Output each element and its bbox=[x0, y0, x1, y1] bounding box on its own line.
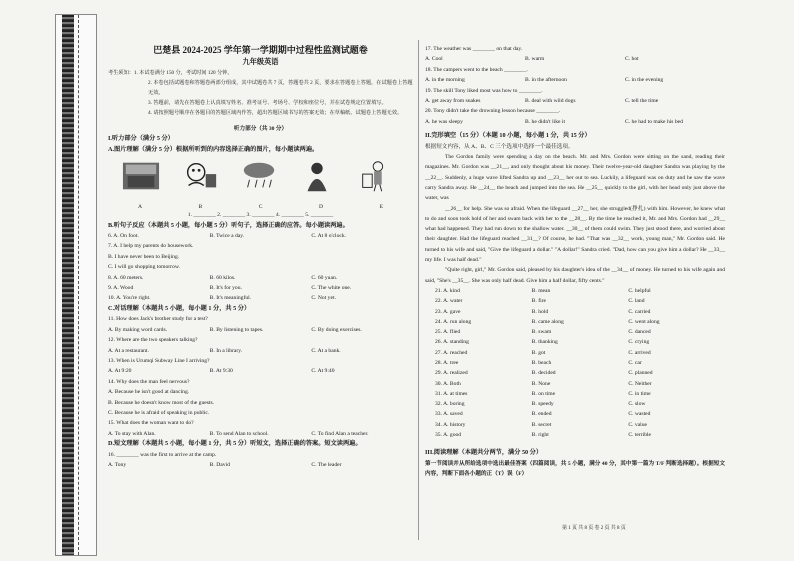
picture-d-icon bbox=[298, 158, 336, 194]
question-text: 9. A. Wood bbox=[108, 285, 134, 292]
question-text: 17. The weather was ________ on that day. bbox=[425, 46, 523, 52]
question-row bbox=[108, 450, 413, 460]
part-c-heading: C.对话理解（本题共 5 小题，每小题 1 分，共 5 分） bbox=[108, 304, 251, 312]
question-text: 18. The campers went to the beach ________. bbox=[425, 66, 528, 73]
cloze-option: 31. A. at times bbox=[435, 390, 468, 397]
cloze-heading: II.完形填空（15 分）（本题 10 小题，每小题 1 分，共 15 分） bbox=[425, 132, 591, 140]
cloze-option: C. terrible bbox=[628, 432, 652, 439]
cloze-option: C. in time bbox=[628, 390, 651, 397]
question-text: 10. A. You're right. bbox=[108, 295, 151, 302]
cloze-option-row bbox=[435, 409, 725, 419]
question-text: C. Because he is afraid of speaking in public. bbox=[108, 409, 210, 416]
picture-e-icon bbox=[357, 158, 395, 194]
option-text: B. 60 kilos. bbox=[209, 274, 236, 281]
binding-margin bbox=[55, 14, 97, 556]
question-row bbox=[108, 398, 413, 408]
cloze-option: 22. A. water bbox=[435, 298, 463, 305]
barcode-strip bbox=[62, 15, 74, 555]
question-row bbox=[108, 460, 413, 470]
question-row bbox=[108, 418, 413, 428]
question-text: A. in the morning bbox=[425, 77, 465, 84]
cloze-option: 21. A. kind bbox=[435, 287, 460, 294]
cloze-option: C. planned bbox=[628, 370, 653, 377]
cloze-option: C. car bbox=[628, 360, 642, 366]
question-text: 8. A. 60 meters. bbox=[108, 274, 144, 281]
exam-title: 巴楚县 2024-2025 学年第一学期期中过程性监测试题卷 bbox=[153, 45, 368, 55]
question-row bbox=[108, 314, 413, 324]
cloze-option: B. None bbox=[531, 380, 551, 387]
cloze-option: C. crying bbox=[628, 339, 650, 346]
cloze-option: C. value bbox=[628, 421, 647, 428]
question-text: B. I have never been to Beijing. bbox=[108, 253, 180, 260]
cloze-option: B. came along bbox=[531, 318, 564, 325]
cloze-option: C. wasted bbox=[628, 411, 651, 418]
cloze-option: B. thanking bbox=[531, 339, 558, 346]
option-text: B. Twice a day. bbox=[209, 233, 245, 240]
option-text: B. warm bbox=[525, 56, 545, 63]
cloze-option-row bbox=[435, 337, 725, 347]
cloze-paragraph-2: __26__ for help. She was so afraid. When the lifeguard __27__ her, she struggled(挣扎) with him. However, he knew what to do and soon took hold of her and swam back with her to the __28__. By the time he reached it, Mr. and Mrs. Gordon had __29__ what had happened. They had run down to the shallow water. __30__ of them could swim. They just stood there, and worried about their daughter. Had the lifeguard reached __31__? Of course, he had. "That was __32__ work, young man," Mr. Gordon said. He turned to his wife and said, "Give the lifeguard a dollar." "A dollar!" Sandra cried. "Dad, how can you give him a dollar? He __33__ my life. I was half dead." bbox=[425, 205, 725, 264]
option-text: B. It's for you. bbox=[209, 285, 242, 292]
option-text: C. tell the time bbox=[625, 98, 659, 105]
cloze-option: B. speedy bbox=[531, 401, 554, 408]
picture-c-icon bbox=[240, 158, 278, 194]
cloze-option-row bbox=[435, 399, 725, 409]
question-list-right bbox=[425, 44, 725, 127]
cloze-option: B. secret bbox=[531, 421, 552, 428]
cloze-option: 26. A. standing bbox=[435, 339, 469, 346]
option-text: B. In a library. bbox=[209, 347, 243, 354]
cloze-option: C. Neither bbox=[628, 380, 652, 387]
part-b-heading: B.听句子反应（本题共 5 小题，每小题 5 分）听句子，选择正确的应答。每小题读两遍。 bbox=[108, 221, 349, 229]
cloze-option: 24. A. run along bbox=[435, 318, 472, 325]
question-list-b bbox=[108, 231, 413, 304]
option-text: B. in the afternoon bbox=[525, 77, 567, 84]
option-text: C. To find Alan a teacher. bbox=[311, 430, 369, 437]
question-text: A. By making word cards. bbox=[108, 326, 168, 333]
question-text: 12. Where are the two speakers talking? bbox=[108, 337, 198, 344]
option-text: B. At 9:30 bbox=[209, 368, 233, 375]
option-text: C. At 9:40 bbox=[311, 368, 335, 375]
cloze-option-row bbox=[435, 389, 725, 399]
cloze-option: 28. A. tree bbox=[435, 360, 459, 366]
question-text: A. To stay with Alan. bbox=[108, 430, 156, 437]
cloze-paragraph-3: "Quite right, girl," Mr. Gordon said, pleased by his daughter's idea of the __34__ of money. He turned to his wife again and said, "She's __35__. She was only half dead. Give him a half dollar, fifty cents." bbox=[425, 267, 725, 284]
question-row bbox=[425, 96, 725, 106]
cloze-option-row bbox=[435, 307, 725, 317]
option-text: C. By doing exercises. bbox=[311, 326, 362, 333]
option-text: B. David bbox=[209, 461, 230, 468]
cloze-option: B. hold bbox=[531, 308, 549, 315]
cloze-paragraph-1: The Gordon family were spending a day on the beach. Mr. and Mrs. Gordon were sitting on the sand, reading their magazines. Mr. Gordon was __21__, and only thought about his money. Their twelve-year-old daughter Sandra was playing by the __22__. Suddenly, a huge wave lifted Sandra up and __23__ her out to sea. Luckily, a lifeguard was on duty and he saw the wave carry Sandra away. He __24__ the beach and jumped into the sea. He __25__ quickly to the girl, with her head only just above the water, was bbox=[425, 154, 725, 202]
question-row bbox=[425, 44, 725, 54]
right-column bbox=[425, 44, 725, 479]
left-column bbox=[108, 44, 413, 470]
cloze-options bbox=[425, 286, 725, 440]
note-3: 3. 答题前，请先在答题卷上认真填写姓名、准考证号、考场号、学校和座位号，并在试卷规定位置填写。 bbox=[148, 100, 387, 106]
cloze-option: C. helpful bbox=[628, 287, 651, 294]
question-row bbox=[108, 231, 413, 241]
question-text: A. he was sleepy bbox=[425, 118, 463, 125]
question-text: 14. Why does the man feel nervous? bbox=[108, 378, 190, 385]
cloze-option: C. danced bbox=[628, 329, 651, 336]
cloze-option: B. fire bbox=[531, 298, 546, 305]
cloze-option: B. swam bbox=[531, 329, 552, 336]
cloze-instruction: 根据短文内容，从 A、B、C 三个选项中选择一个最佳选项。 bbox=[425, 143, 574, 150]
cloze-option-row bbox=[435, 327, 725, 337]
seal-line bbox=[78, 15, 93, 555]
question-row bbox=[425, 65, 725, 75]
option-text: C. At 8 o'clock. bbox=[311, 233, 347, 240]
question-row bbox=[108, 325, 413, 335]
question-text: A. Tony bbox=[108, 461, 127, 468]
option-text: C. 60 yuan. bbox=[311, 274, 338, 281]
option-text: C. hot bbox=[625, 56, 639, 63]
question-text: 13. When is Urumqi Subway Line I arriving? bbox=[108, 357, 210, 364]
cloze-option-row bbox=[435, 430, 725, 440]
reading-heading: III.阅读理解（本题共分两节，满分 50 分） bbox=[425, 449, 543, 457]
question-row bbox=[425, 86, 725, 96]
cloze-option: 25. A. flied bbox=[435, 329, 461, 336]
cloze-option-row bbox=[435, 420, 725, 430]
question-row bbox=[425, 106, 725, 116]
picture-b-icon bbox=[181, 158, 219, 194]
question-row bbox=[425, 75, 725, 85]
cloze-option-row bbox=[435, 296, 725, 306]
cloze-option: B. beach bbox=[531, 360, 552, 366]
question-text: 19. The skill Tony liked most was how to ________. bbox=[425, 87, 543, 94]
reading-instruction: 第一节阅读并从所给选项中选出最佳答案（四篇阅读，共 5 小题，满分 40 分，其中第一篇为 T/F 判断选择题）。根据短文内容，判断下面各小题的正（T）误（F） bbox=[425, 460, 725, 478]
picture-row bbox=[108, 155, 413, 204]
picture-letter-c: C bbox=[258, 204, 263, 211]
part-a-heading: A.图片理解（满分 5 分）根据所听到的内容选择正确的图片，每小题读两遍。 bbox=[108, 145, 319, 153]
question-list-c bbox=[108, 314, 413, 439]
picture-letter-d: D bbox=[319, 204, 324, 211]
part-1-heading: I.听力部分（满分 5 分） bbox=[108, 135, 174, 143]
question-text: 6. A. On foot. bbox=[108, 233, 139, 240]
cloze-option: B. decided bbox=[531, 370, 556, 377]
question-row bbox=[108, 262, 413, 272]
question-text: A. At a restaurant. bbox=[108, 347, 149, 354]
cloze-option: C. slow bbox=[628, 401, 646, 408]
question-text: 7. A. I help my parents do housework. bbox=[108, 243, 194, 250]
page-footer: 第 1 页 共 8 页 卷 2 页 共 8 页 bbox=[562, 526, 626, 531]
option-text: C. he had to make his bed bbox=[625, 118, 683, 125]
note-1: 考生须知：1. 本试卷满分 150 分，考试时间 120 分钟。 bbox=[108, 70, 233, 76]
cloze-option-row bbox=[435, 379, 725, 389]
question-row bbox=[108, 377, 413, 387]
question-row bbox=[108, 335, 413, 345]
question-list-d bbox=[108, 450, 413, 471]
question-row bbox=[425, 117, 725, 127]
question-text: A. At 9:20 bbox=[108, 368, 132, 375]
question-row bbox=[108, 241, 413, 251]
question-row bbox=[108, 293, 413, 303]
cloze-option-row bbox=[435, 348, 725, 358]
option-text: C. in the evening bbox=[625, 77, 664, 84]
cloze-option-row bbox=[435, 358, 725, 368]
picture-letter-a: A bbox=[138, 204, 143, 211]
question-row bbox=[108, 252, 413, 262]
cloze-option: B. mean bbox=[531, 287, 551, 294]
cloze-option-row bbox=[435, 317, 725, 327]
cloze-option-row bbox=[435, 286, 725, 296]
question-text: B. Because he doesn't know most of the guests. bbox=[108, 399, 215, 406]
question-text: 11. How does Jack's brother study for a test? bbox=[108, 316, 208, 323]
question-row bbox=[108, 429, 413, 439]
picture-letter-b: B bbox=[198, 204, 203, 211]
cloze-option: 29. A. realized bbox=[435, 370, 468, 377]
option-text: B. It's meaningful. bbox=[209, 295, 252, 302]
question-row bbox=[108, 408, 413, 418]
option-text: C. Not yet. bbox=[311, 295, 336, 302]
cloze-option: 27. A. reached bbox=[435, 349, 468, 356]
cloze-option: 30. A. Both bbox=[435, 380, 461, 387]
question-text: A. get away from snakes bbox=[425, 98, 481, 105]
option-text: B. To send Alan to school. bbox=[209, 430, 269, 437]
question-text: A. Cool bbox=[425, 56, 443, 63]
question-row bbox=[425, 54, 725, 64]
option-text: C. The white one. bbox=[311, 285, 352, 292]
cloze-option: C. arrived bbox=[628, 349, 651, 356]
question-row bbox=[108, 283, 413, 293]
part-d-heading: D.短文理解（本题共 5 小题，每小题 1 分，共 5 分）听短文，选择正确的答案。短文读两遍。 bbox=[108, 440, 362, 448]
option-text: B. deal with wild dogs bbox=[525, 98, 576, 105]
cloze-option: B. ended bbox=[531, 411, 552, 418]
cloze-option: C. land bbox=[628, 298, 645, 305]
option-text: B. he didn't like it bbox=[525, 118, 566, 125]
question-row bbox=[108, 346, 413, 356]
note-2: 2. 本卷包括试题卷和答题卷两部分组成，其中试题卷共 7 页，答题卷共 2 页，要求在答题卷上答题，在试题卷上答题无效。 bbox=[148, 80, 413, 96]
column-divider bbox=[418, 40, 419, 540]
option-text: C. At a bank. bbox=[311, 347, 341, 354]
cloze-option: 23. A. gave bbox=[435, 308, 461, 315]
listening-header: 听力部分（共 30 分） bbox=[233, 126, 288, 132]
picture-letter-e: E bbox=[379, 204, 383, 211]
question-row bbox=[108, 356, 413, 366]
picture-a-icon bbox=[122, 158, 160, 194]
cloze-option: C. went along bbox=[628, 318, 660, 325]
option-text: C. The leader bbox=[311, 461, 342, 468]
option-text: B. By listening to tapes. bbox=[209, 326, 264, 333]
cloze-option: 34. A. history bbox=[435, 421, 466, 428]
question-text: 16. ________ was the first to arrive at the camp. bbox=[108, 451, 217, 458]
cloze-option: B. on time bbox=[531, 390, 556, 397]
question-text: C. I will go shopping tomorrow. bbox=[108, 264, 180, 271]
cloze-option: 32. A. boring bbox=[435, 401, 465, 408]
question-text: 15. What does the woman want to do? bbox=[108, 420, 194, 427]
question-row bbox=[108, 387, 413, 397]
cloze-option: 35. A. good bbox=[435, 432, 462, 439]
answer-blanks: 1. ________ 2. ________ 3. ________ 4. ________ 5. ________ bbox=[187, 212, 334, 219]
exam-subtitle: 九年级英语 bbox=[242, 58, 279, 66]
cloze-option: B. right bbox=[531, 432, 549, 439]
question-text: A. Because he isn't good at dancing. bbox=[108, 389, 190, 396]
question-text: 20. Tony didn't take the drowning lesson because ________. bbox=[425, 108, 561, 115]
exam-notes bbox=[108, 68, 413, 118]
cloze-option-row bbox=[435, 368, 725, 378]
cloze-option: C. carried bbox=[628, 308, 651, 315]
cloze-option: B. got bbox=[531, 349, 546, 356]
question-row bbox=[108, 366, 413, 376]
note-4: 4. 请按照题号顺序在各题目的答题区域内作答，超出答题区域书写的答案无效；在草稿纸、试题卷上答题无效。 bbox=[148, 110, 403, 116]
question-row bbox=[108, 273, 413, 283]
cloze-option: 33. A. saved bbox=[435, 411, 463, 418]
